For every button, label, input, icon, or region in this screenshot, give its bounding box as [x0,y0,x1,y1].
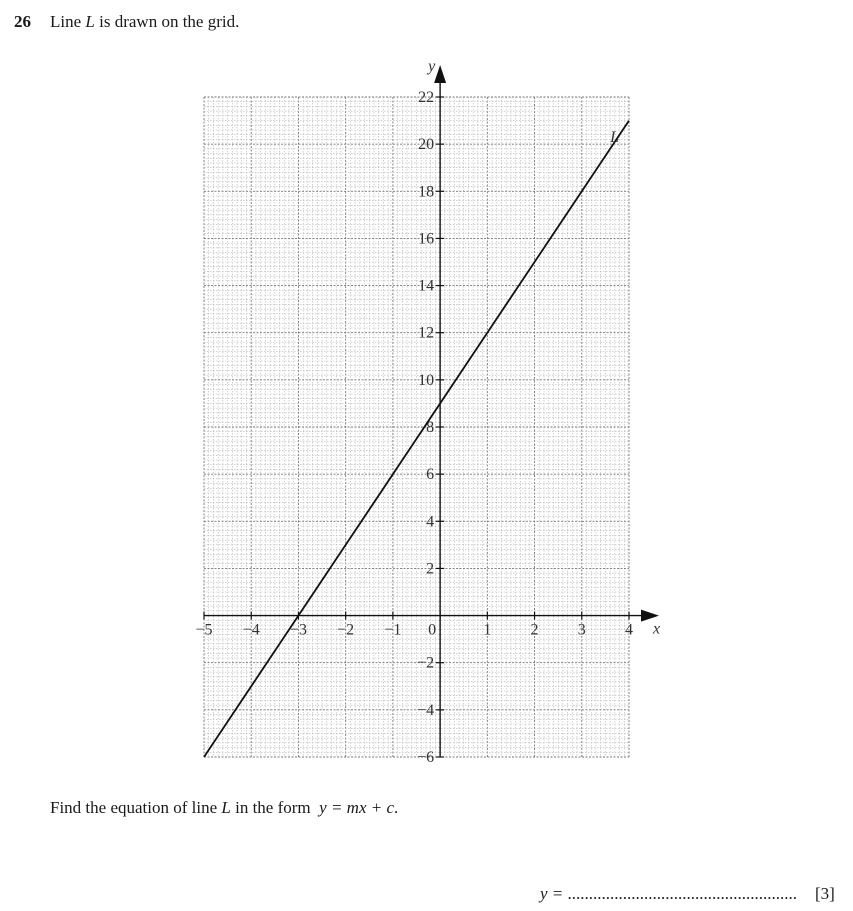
question-number: 26 [14,12,31,31]
x-axis-label: x [653,620,661,638]
answer-line[interactable]: y = ...................................................... [540,884,798,903]
y-tick-label: 18 [418,183,435,201]
x-tick-label: 3 [577,621,586,639]
question-prompt: Find the equation of line L in the form y = mx + c. [50,798,399,817]
line-L-label: L [610,128,620,146]
y-axis-arrow [434,65,446,83]
x-tick-label: −4 [242,621,260,639]
y-tick-label: 2 [426,560,435,578]
x-tick-label: 1 [483,621,492,639]
y-tick-label: 20 [418,136,435,154]
y-tick-label: 6 [426,466,435,484]
y-tick-label: −2 [417,654,435,672]
x-tick-label: 4 [625,621,633,639]
x-tick-label: −5 [195,621,213,639]
y-tick-label: −4 [417,701,435,719]
y-tick-label: 10 [418,371,435,389]
x-tick-label: −2 [337,621,355,639]
y-axis-label: y [428,58,436,75]
question-intro: Line L is drawn on the grid. [50,12,240,31]
y-tick-label: −6 [417,749,435,766]
x-tick-label: −1 [384,621,402,639]
y-tick-label: 12 [418,324,435,342]
y-tick-label: 4 [426,513,435,531]
y-tick-label: 16 [418,230,435,248]
y-tick-label: 8 [426,419,435,436]
x-tick-label: −3 [289,621,307,639]
x-tick-label: 0 [428,621,437,639]
marks-label: [3] [815,884,835,903]
x-tick-label: 2 [530,621,539,639]
y-tick-label: 22 [418,89,435,106]
y-tick-label: 14 [418,277,435,295]
